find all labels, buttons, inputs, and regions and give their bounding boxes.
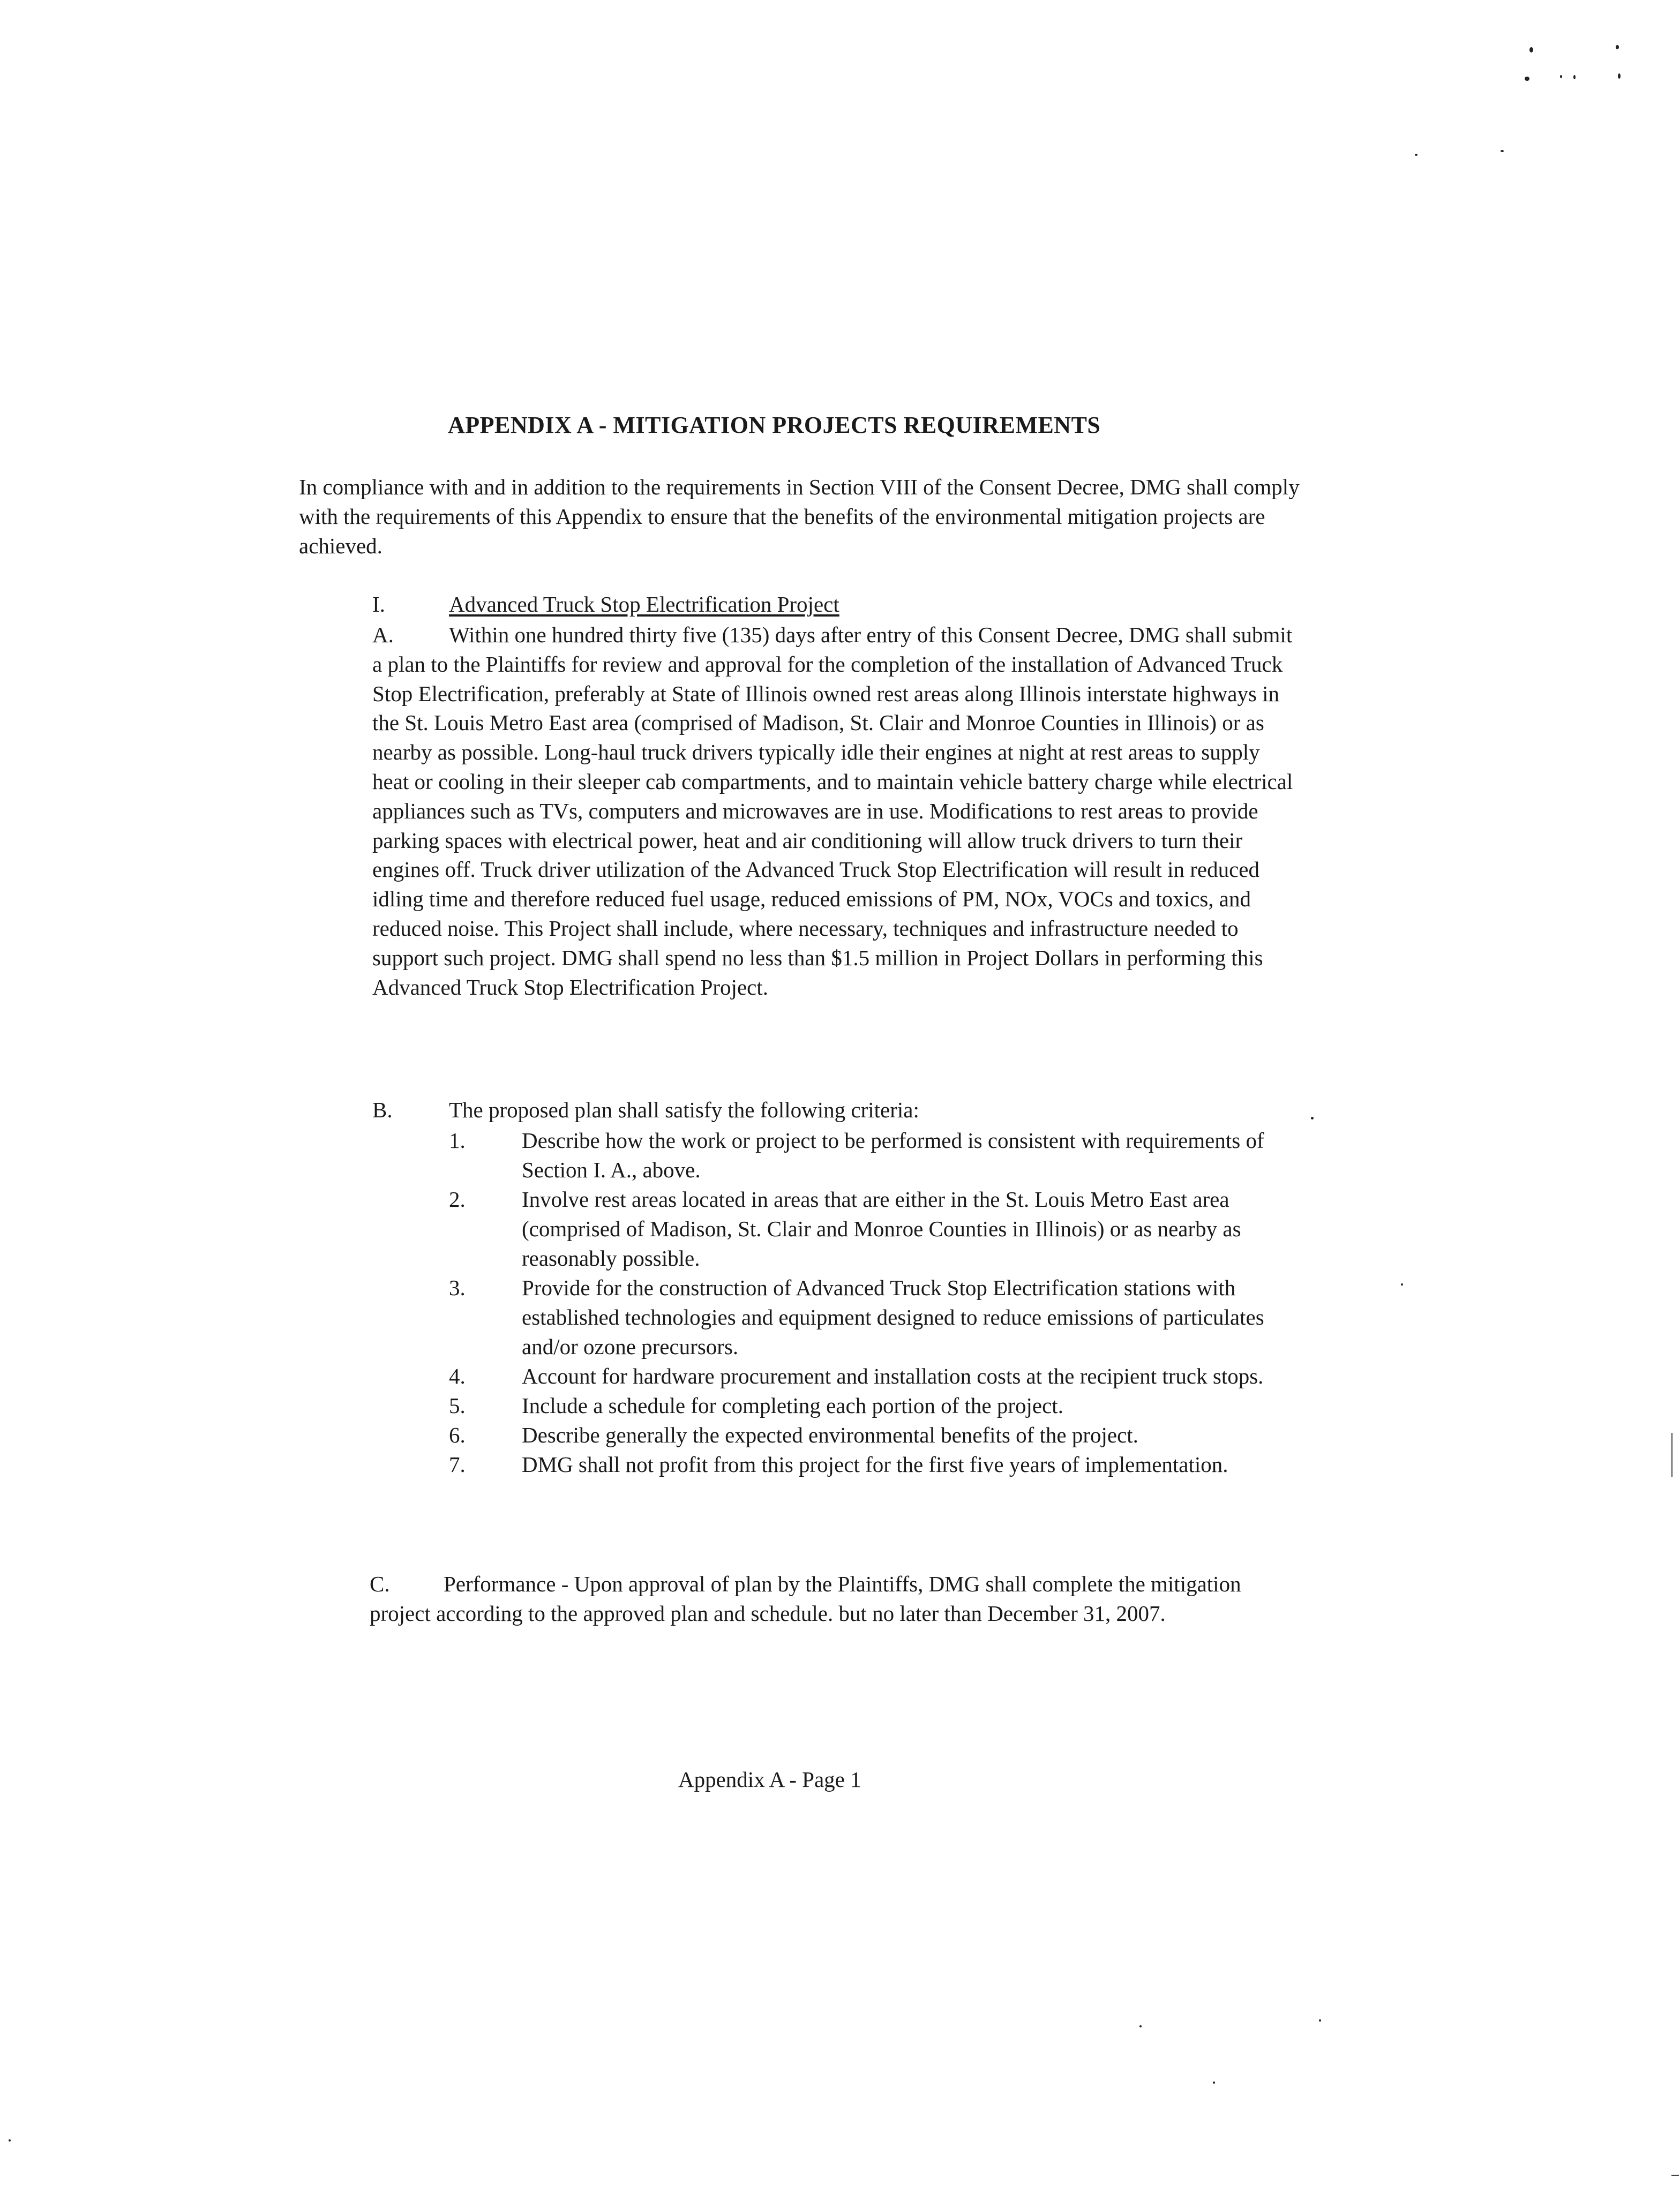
page-title: APPENDIX A - MITIGATION PROJECTS REQUIREMENTS (448, 412, 1101, 438)
section-heading (372, 591, 839, 617)
paragraph-a-label: A. (372, 622, 394, 647)
section-title: Advanced Truck Stop Electrification Project (449, 592, 839, 617)
paragraph-c (370, 1569, 1291, 1628)
section-number: I. (372, 592, 385, 617)
page-footer: Appendix A - Page 1 (678, 1767, 861, 1792)
criterion-text: Account for hardware procurement and installation costs at the recipient truck stops. (522, 1364, 1264, 1388)
scan-speck (1401, 1283, 1403, 1286)
paragraph-b-text: The proposed plan shall satisfy the following criteria: (449, 1098, 919, 1122)
scan-speck (1525, 77, 1529, 81)
criterion-text: DMG shall not profit from this project for the first five years of implementation. (522, 1452, 1228, 1477)
scan-edge-line (1671, 1433, 1672, 1477)
criteria-list (449, 1126, 1269, 1479)
list-item (449, 1273, 1269, 1362)
criterion-number: 4. (449, 1364, 466, 1388)
paragraph-a (372, 620, 1294, 1002)
paragraph-b-label: B. (372, 1098, 393, 1122)
paragraph-c-text: Performance - Upon approval of plan by the Plaintiffs, DMG shall complete the mitigation project according to the approved plan and schedule. but no later than December 31, 2007. (370, 1572, 1241, 1626)
scan-speck (1415, 154, 1418, 156)
paragraph-b (372, 1097, 919, 1123)
scan-speck (1311, 1117, 1314, 1119)
paragraph-c-label: C. (370, 1572, 390, 1596)
scan-speck (1319, 2019, 1321, 2022)
scan-speck (1213, 2082, 1215, 2084)
scan-speck (1618, 73, 1621, 79)
list-item (449, 1126, 1269, 1185)
list-item (449, 1362, 1269, 1391)
scan-speck (1501, 150, 1504, 152)
criterion-text: Provide for the construction of Advanced Truck Stop Electrification stations with established technologies and equipment designed to reduce emissions of particulates and/or ozone precursors. (522, 1275, 1264, 1359)
scan-speck (1139, 2025, 1142, 2027)
intro-paragraph: In compliance with and in addition to the requirements in Section VIII of the Consent Decree, DMG shall comply with the requirements of this Appendix to ensure that the benefits of the environmental mitigation projects are achieved. (299, 475, 1300, 558)
criterion-number: 7. (449, 1452, 466, 1477)
criterion-number: 5. (449, 1393, 466, 1418)
criterion-text: Describe how the work or project to be performed is consistent with requirements of Section I. A., above. (522, 1128, 1264, 1182)
scan-speck (1529, 47, 1533, 52)
criterion-text: Include a schedule for completing each portion of the project. (522, 1393, 1063, 1418)
scan-speck (1573, 75, 1576, 79)
list-item (449, 1185, 1269, 1273)
paragraph-a-text: Within one hundred thirty five (135) days after entry of this Consent Decree, DMG shall submit a plan to the Plaintiffs for review and approval for the completion of the installation of Advanced Truck Stop Electrification, preferably at State of Illinois owned rest areas along Illinois interstate highways in the St. Louis Metro East area (comprised of Madison, St. Clair and Monroe Counties in Illinois) or as nearby as possible. Long-haul truck drivers typically idle their engines at night at rest areas to supply heat or cooling in their sleeper cab compartments, and to maintain vehicle battery charge while electrical appliances such as TVs, computers and microwaves are in use. Modifications to rest areas to provide parking spaces with electrical power, heat and air conditioning will allow truck drivers to turn their engines off. Truck driver utilization of the Advanced Truck Stop Electrification will result in reduced idling time and therefore reduced fuel usage, reduced emissions of PM, NOx, VOCs and toxics, and reduced noise. This Project shall include, where necessary, techniques and infrastructure needed to support such project. DMG shall spend no less than $1.5 million in Project Dollars in performing this Advanced Truck Stop Electrification Project. (372, 622, 1293, 1000)
scan-edge-line (1671, 2175, 1679, 2176)
criterion-number: 6. (449, 1423, 466, 1447)
scan-speck (1560, 75, 1562, 78)
scan-speck (9, 2139, 11, 2142)
criterion-text: Involve rest areas located in areas that are either in the St. Louis Metro East area (comprised of Madison, St. Clair and Monroe Counties in Illinois) or as nearby as reasonably possible. (522, 1187, 1241, 1271)
list-item (449, 1421, 1269, 1450)
criterion-number: 2. (449, 1187, 466, 1212)
criterion-number: 3. (449, 1275, 466, 1300)
criterion-number: 1. (449, 1128, 466, 1153)
list-item (449, 1450, 1269, 1479)
list-item (449, 1391, 1269, 1421)
criterion-text: Describe generally the expected environmental benefits of the project. (522, 1423, 1138, 1447)
scan-speck (1616, 45, 1619, 49)
